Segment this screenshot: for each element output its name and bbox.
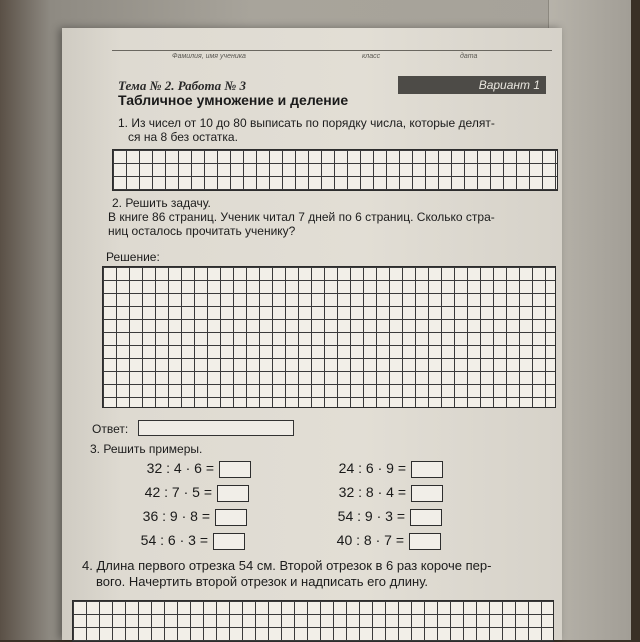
task4-text-line1: 4. Длина первого отрезка 54 см. Второй отрезок в 6 раз короче пер- xyxy=(82,558,492,573)
example-left-1: 32 : 4 · 6 = xyxy=(146,460,214,476)
example-right-1-answer-box[interactable] xyxy=(411,461,443,478)
task2-solution-grid[interactable] xyxy=(102,266,556,408)
example-left-4-answer-box[interactable] xyxy=(213,533,245,550)
example-right-2: 32 : 8 · 4 = xyxy=(338,484,406,500)
solution-label: Решение: xyxy=(106,250,160,264)
task1-answer-grid[interactable] xyxy=(112,149,558,191)
example-right-3: 54 : 9 · 3 = xyxy=(337,508,405,524)
example-left-3: 36 : 9 · 8 = xyxy=(142,508,210,524)
example-left-2: 42 : 7 · 5 = xyxy=(144,484,212,500)
task2-title: 2. Решить задачу. xyxy=(112,196,211,210)
worksheet-page xyxy=(62,28,562,640)
task2-text-line2: ниц осталось прочитать ученику? xyxy=(108,224,296,238)
task3-title: 3. Решить примеры. xyxy=(90,442,203,456)
example-left-3-answer-box[interactable] xyxy=(215,509,247,526)
date-label: дата xyxy=(460,53,478,60)
answer-label: Ответ: xyxy=(92,422,129,436)
example-left-1-answer-box[interactable] xyxy=(219,461,251,478)
example-right-1: 24 : 6 · 9 = xyxy=(338,460,406,476)
task2-text-line1: В книге 86 страниц. Ученик читал 7 дней по 6 страниц. Сколько стра- xyxy=(108,210,495,224)
task4-drawing-grid[interactable] xyxy=(72,600,554,642)
class-label: класс xyxy=(362,53,381,60)
example-left-2-answer-box[interactable] xyxy=(217,485,249,502)
student-name-label: Фамилия, имя ученика xyxy=(172,53,246,60)
answer-field[interactable] xyxy=(138,420,294,436)
task1-text-line1: 1. Из чисел от 10 до 80 выписать по порядку числа, которые делят- xyxy=(118,116,495,130)
header-line xyxy=(112,50,552,51)
topic-title: Тема № 2. Работа № 3 xyxy=(118,78,246,93)
task4-text-line2: вого. Начертить второй отрезок и надписать его длину. xyxy=(96,574,429,589)
example-right-2-answer-box[interactable] xyxy=(411,485,443,502)
variant-badge: Вариант 1 xyxy=(398,76,546,94)
section-title: Табличное умножение и деление xyxy=(118,92,349,108)
example-right-3-answer-box[interactable] xyxy=(410,509,442,526)
example-right-4-answer-box[interactable] xyxy=(409,533,441,550)
task1-text-line2: ся на 8 без остатка. xyxy=(128,130,238,144)
example-left-4: 54 : 6 · 3 = xyxy=(140,532,208,548)
example-right-4: 40 : 8 · 7 = xyxy=(336,532,404,548)
